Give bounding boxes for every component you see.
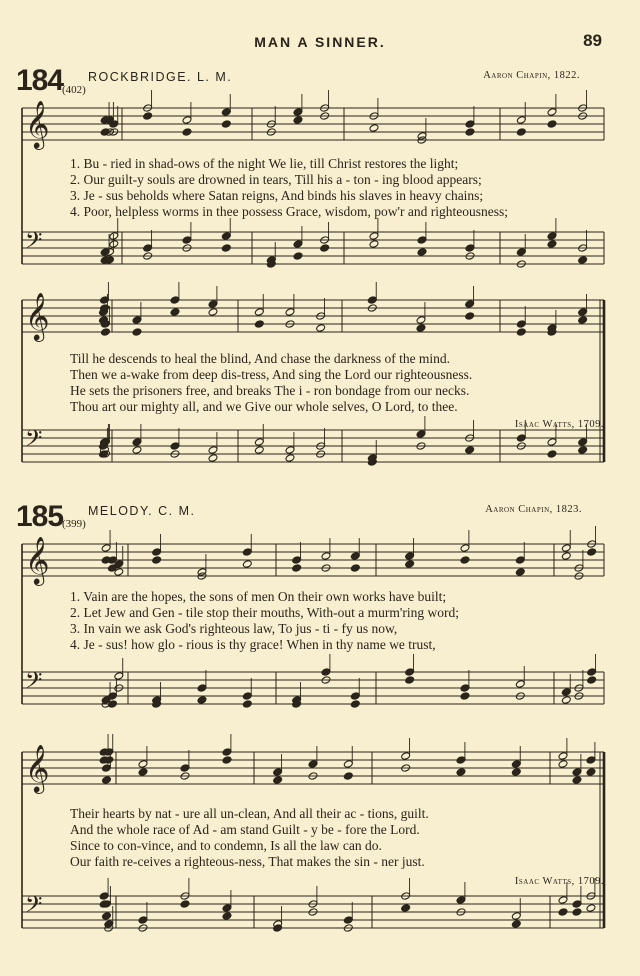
bass-clef-icon: 𝄢 xyxy=(25,668,43,699)
note-head xyxy=(417,248,427,257)
author-credit: Isaac Watts, 1709. xyxy=(514,876,604,887)
alternate-number: (399) xyxy=(62,518,86,530)
note-head xyxy=(460,692,470,701)
note-head xyxy=(572,776,582,785)
lyric-line: 3. In vain we ask God's righteous law, To jus - ti - fy us now, xyxy=(70,621,398,636)
note-head xyxy=(182,128,192,137)
note-head xyxy=(465,312,475,321)
note-head xyxy=(242,700,252,709)
note-head xyxy=(572,908,582,917)
lyric-line: 4. Je - sus! how glo - rious is thy grace! When in thy name we trust, xyxy=(70,637,436,652)
treble-clef-icon: 𝄞 xyxy=(25,291,50,340)
note-head xyxy=(222,756,232,765)
lyric-line: 1. Bu - ried in shad-ows of the night We lie, till Christ restores the light; xyxy=(70,156,459,171)
lyric-line: And the whole race of Ad - am stand Guilt - y be - fore the Lord. xyxy=(70,822,420,837)
note-head xyxy=(152,556,162,565)
note-head xyxy=(350,700,360,709)
note-head xyxy=(132,328,142,337)
hymn-number: 184 xyxy=(16,64,64,97)
note-head xyxy=(465,446,475,455)
lyric-line: Then we a-wake from deep dis-tress, And sing the Lord our righteousness. xyxy=(70,367,473,382)
note-head xyxy=(516,128,526,137)
lyric-line: Till he descends to heal the blind, And chase the darkness of the mind. xyxy=(70,351,451,366)
note-head xyxy=(273,924,283,933)
note-head xyxy=(456,768,466,777)
lyric-line: 3. Je - sus beholds where Satan reigns, And binds his slaves in heavy chains; xyxy=(70,188,484,203)
hymn-number: 185 xyxy=(16,500,64,533)
note-head xyxy=(587,676,597,685)
alternate-number: (402) xyxy=(62,84,86,96)
note-head xyxy=(561,552,571,561)
note-head xyxy=(343,772,353,781)
treble-clef-icon: 𝄞 xyxy=(25,99,50,148)
note-head xyxy=(465,128,475,137)
note-head xyxy=(369,124,379,133)
note-head xyxy=(578,446,588,455)
note-head xyxy=(208,454,218,463)
note-head xyxy=(547,450,557,459)
note-head xyxy=(320,244,330,253)
note-head xyxy=(242,560,252,569)
note-head xyxy=(254,320,264,329)
note-head xyxy=(405,676,415,685)
note-head xyxy=(558,908,568,917)
note-head xyxy=(547,240,557,249)
note-head xyxy=(586,904,596,913)
note-head xyxy=(102,912,112,921)
lyric-line: 2. Our guilt-y souls are drowned in tears, Till his a - ton - ing blood appears; xyxy=(70,172,482,187)
lyric-line: Thou art our mighty all, and we Give our whole selves, O Lord, to thee. xyxy=(70,399,458,414)
lyric-line: Our faith re-ceives a righteous-ness, That makes the sin - ner just. xyxy=(70,854,425,869)
note-head xyxy=(416,324,426,333)
note-head xyxy=(197,696,207,705)
treble-clef-icon: 𝄞 xyxy=(25,743,50,792)
note-head xyxy=(222,912,232,921)
note-head xyxy=(143,112,153,121)
note-head xyxy=(516,328,526,337)
note-head xyxy=(515,568,525,577)
note-head xyxy=(547,120,557,129)
note-head xyxy=(208,308,218,317)
note-head xyxy=(180,900,190,909)
note-head xyxy=(511,768,521,777)
note-head xyxy=(221,120,231,129)
note-head xyxy=(101,328,111,337)
tune-title: ROCKBRIDGE. L. M. xyxy=(88,70,233,84)
note-head xyxy=(293,252,303,261)
note-head xyxy=(316,324,326,333)
note-head xyxy=(561,696,571,705)
note-head xyxy=(293,116,303,125)
running-title: MAN A SINNER. xyxy=(254,34,386,50)
lyric-line: He sets the prisoners free, and breaks The i - ron bondage from our necks. xyxy=(70,383,470,398)
lyric-line: 2. Let Jew and Gen - tile stop their mouths, With-out a murm'ring word; xyxy=(70,605,459,620)
author-credit: Isaac Watts, 1709. xyxy=(514,419,604,430)
note-head xyxy=(285,454,295,463)
note-head xyxy=(460,556,470,565)
note-head xyxy=(170,308,180,317)
composer-credit: Aaron Chapin, 1823. xyxy=(485,504,582,515)
note-head xyxy=(587,548,597,557)
tune-title: MELODY. C. M. xyxy=(88,504,196,518)
lyric-line: Their hearts by nat - ure all un-clean, And all their ac - tions, guilt. xyxy=(70,806,429,821)
note-head xyxy=(254,446,264,455)
page-number: 89 xyxy=(583,31,602,50)
note-head xyxy=(292,564,302,573)
note-head xyxy=(586,768,596,777)
note-head xyxy=(578,316,588,325)
bass-clef-icon: 𝄢 xyxy=(25,892,43,923)
lyric-line: 4. Poor, helpless worms in thee possess Grace, wisdom, pow'r and righteousness; xyxy=(70,204,508,219)
note-head xyxy=(273,776,283,785)
lyric-line: Since to con-vince, and to condemn, Is all the law can do. xyxy=(70,838,382,853)
note-head xyxy=(558,760,568,769)
note-head xyxy=(401,904,411,913)
note-head xyxy=(405,560,415,569)
lyric-line: 1. Vain are the hopes, the sons of men On their own works have built; xyxy=(70,589,447,604)
note-head xyxy=(578,256,588,265)
note-head xyxy=(511,920,521,929)
note-head xyxy=(221,244,231,253)
treble-clef-icon: 𝄞 xyxy=(25,535,50,584)
note-head xyxy=(132,446,142,455)
note-head xyxy=(138,768,148,777)
bass-clef-icon: 𝄢 xyxy=(25,228,43,259)
composer-credit: Aaron Chapin, 1822. xyxy=(483,70,580,81)
note-head xyxy=(369,240,379,249)
bass-clef-icon: 𝄢 xyxy=(25,426,43,457)
note-head xyxy=(102,776,112,785)
note-head xyxy=(350,564,360,573)
